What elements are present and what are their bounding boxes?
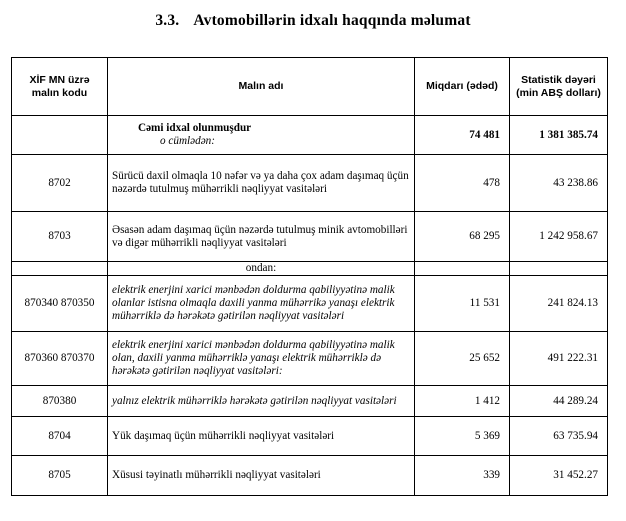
total-value: 1 381 385.74 (510, 116, 608, 155)
row-quantity: 339 (415, 456, 510, 496)
total-sublabel: o cümlədən: (160, 135, 215, 147)
import-table (11, 57, 608, 496)
total-label: Cəmi idxal olunmuşdur (138, 122, 252, 134)
table-row (12, 332, 608, 386)
row-value: 241 824.13 (510, 276, 608, 332)
row-code: 870380 (12, 386, 108, 417)
ondan-label: ondan: (108, 262, 415, 276)
table-row (12, 456, 608, 496)
row-name: yalnız elektrik mühərriklə hərəkətə gətirilən nəqliyyat vasitələri (108, 386, 415, 417)
row-code: 870360 870370 (12, 332, 108, 386)
total-row (12, 116, 608, 155)
row-value: 63 735.94 (510, 417, 608, 456)
row-value: 1 242 958.67 (510, 212, 608, 262)
total-label-cell (108, 116, 415, 155)
row-code: 8703 (12, 212, 108, 262)
row-value: 44 289.24 (510, 386, 608, 417)
row-value: 491 222.31 (510, 332, 608, 386)
page-title (0, 12, 626, 30)
row-value: 31 452.27 (510, 456, 608, 496)
header-name: Malın adı (108, 58, 415, 116)
header-quantity: Miqdarı (ədəd) (415, 58, 510, 116)
table-row (12, 212, 608, 262)
row-quantity: 478 (415, 155, 510, 212)
row-quantity: 25 652 (415, 332, 510, 386)
row-name: elektrik enerjini xarici mənbədən doldurma qabiliyyətinə malik olan, daxili yanma mühərriklə yanaşı elektrik mühərriklə də hərəkətə gətirilən nəqliyyat vasitələri: (108, 332, 415, 386)
table-row (12, 417, 608, 456)
section-title: Avtomobillərin idxalı haqqında məlumat (193, 12, 471, 29)
table-row (12, 155, 608, 212)
row-quantity: 11 531 (415, 276, 510, 332)
row-name: Əsasən adam daşımaq üçün nəzərdə tutulmuş minik avtomobilləri və digər mühərrikli nəqliyyat vasitələri (108, 212, 415, 262)
row-quantity: 1 412 (415, 386, 510, 417)
header-value: Statistik dəyəri (min ABŞ dolları) (510, 58, 608, 116)
row-name: Sürücü daxil olmaqla 10 nəfər və ya daha çox adam daşımaq üçün nəzərdə tutulmuş mühərrikli nəqliyyat vasitələri (108, 155, 415, 212)
row-code: 8704 (12, 417, 108, 456)
header-code: XİF MN üzrə malın kodu (12, 58, 108, 116)
row-name: elektrik enerjini xarici mənbədən doldurma qabiliyyətinə malik olanlar istisna olmaqla daxili yanma mühərrikə yanaşı elektrik mühərriklə də hərəkətə gətirilən nəqliyyat vasitələri (108, 276, 415, 332)
ondan-row (12, 262, 608, 276)
table-row (12, 276, 608, 332)
row-value: 43 238.86 (510, 155, 608, 212)
section-number: 3.3. (155, 12, 180, 29)
row-code: 8705 (12, 456, 108, 496)
row-name: Xüsusi təyinatlı mühərrikli nəqliyyat vasitələri (108, 456, 415, 496)
total-quantity: 74 481 (415, 116, 510, 155)
row-name: Yük daşımaq üçün mühərrikli nəqliyyat vasitələri (108, 417, 415, 456)
total-code (12, 116, 108, 155)
row-code: 8702 (12, 155, 108, 212)
row-quantity: 5 369 (415, 417, 510, 456)
row-quantity: 68 295 (415, 212, 510, 262)
row-code: 870340 870350 (12, 276, 108, 332)
header-row (12, 58, 608, 116)
table-row (12, 386, 608, 417)
